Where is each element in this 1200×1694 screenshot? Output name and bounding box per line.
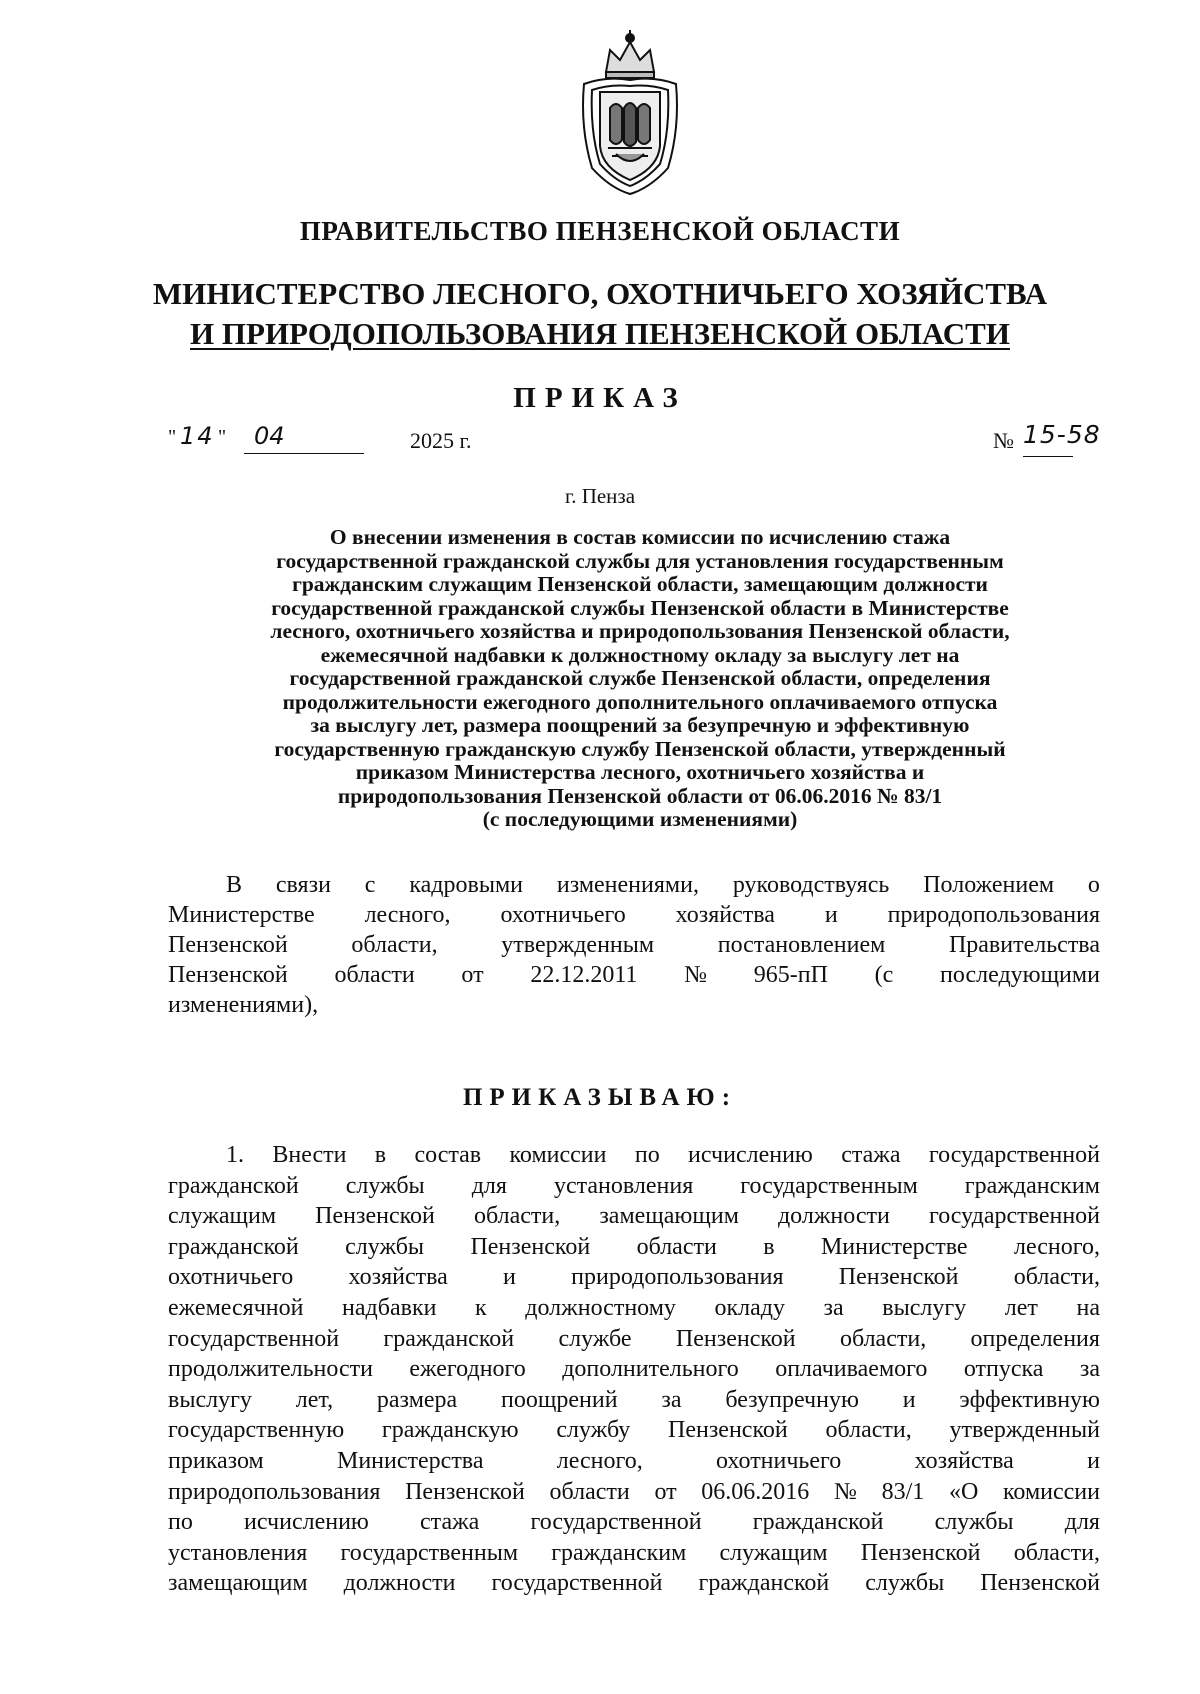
subject-line: (с последующими изменениями) (482, 807, 798, 831)
item-1-line: природопользования Пензенской области от 06.06.2016 № 83/1 «О комиссии (168, 1478, 1100, 1505)
item-1-line: охотничьего хозяйства и природопользования Пензенской области, (168, 1264, 1100, 1291)
order-verb: ПРИКАЗЫВАЮ: (462, 1084, 738, 1111)
subject-line: государственной гражданской службы Пензенской области в Министерстве (271, 595, 1009, 620)
coat-of-arms-icon (570, 28, 690, 198)
item-1-line: гражданской службы Пензенской области в Министерстве лесного, (168, 1233, 1100, 1260)
preamble-line: Пензенской области от 22.12.2011 № 965-пП (с последующими (168, 962, 1100, 988)
item-1-line: 1. Внести в состав комиссии по исчислению стажа государственной (226, 1142, 1100, 1168)
number-underline (1023, 456, 1073, 457)
preamble-line: В связи с кадровыми изменениями, руководствуясь Положением о (226, 872, 1100, 898)
item-1-line: служащим Пензенской области, замещающим должности государственной (168, 1203, 1100, 1230)
item-1-line: выслугу лет, размера поощрений за безупречную и эффективную (168, 1386, 1100, 1413)
number-sign: № (993, 428, 1014, 453)
item-1-line: государственную гражданскую службу Пензенской области, утвержденный (168, 1417, 1100, 1444)
ministry-title-line-1: МИНИСТЕРСТВО ЛЕСНОГО, ОХОТНИЧЬЕГО ХОЗЯЙСТВА (152, 276, 1048, 311)
preamble-line: Пензенской области, утвержденным постановлением Правительства (168, 932, 1100, 958)
item-1-paragraph (168, 1140, 1100, 1599)
item-1-line: продолжительности ежегодного дополнительного оплачиваемого отпуска за (168, 1356, 1100, 1383)
subject-line: ежемесячной надбавки к должностному окладу за выслугу лет на (320, 642, 960, 667)
date-day-handwritten: 14 (180, 422, 215, 450)
order-number (993, 420, 1103, 458)
subject-line: государственной гражданской службы для установления государственным (276, 548, 1004, 573)
subject-line: государственную гражданскую службу Пензенской области, утвержденный (274, 736, 1006, 761)
preamble-paragraph (168, 870, 1100, 1020)
order-number-handwritten: 15-58 (1023, 420, 1101, 449)
government-title: ПРАВИТЕЛЬСТВО ПЕНЗЕНСКОЙ ОБЛАСТИ (299, 216, 901, 246)
subject-line: гражданским служащим Пензенской области, замещающим должности (292, 572, 988, 596)
subject-line: за выслугу лет, размера поощрений за безупречную и эффективную (310, 713, 970, 737)
date-year: 2025 г. (410, 428, 472, 453)
date-month-handwritten: 04 (244, 422, 364, 454)
ministry-title (0, 274, 1200, 354)
document-type-title: ПРИКАЗ (513, 382, 687, 414)
document-subject (165, 526, 1115, 832)
subject-line: лесного, охотничьего хозяйства и природопользования Пензенской области, (270, 619, 1010, 643)
subject-line: приказом Министерства лесного, охотничьего хозяйства и (355, 760, 925, 784)
item-1-line: замещающим должности государственной гражданской службы Пензенской (168, 1570, 1100, 1597)
item-1-line: ежемесячной надбавки к должностному окладу за выслугу лет на (168, 1294, 1100, 1321)
item-1-line: приказом Министерства лесного, охотничьего хозяйства и (168, 1447, 1100, 1474)
city: г. Пенза (564, 484, 636, 508)
subject-line: природопользования Пензенской области от 06.06.2016 № 83/1 (337, 783, 943, 808)
ministry-title-line-2: И ПРИРОДОПОЛЬЗОВАНИЯ ПЕНЗЕНСКОЙ ОБЛАСТИ (190, 316, 1010, 351)
subject-line: продолжительности ежегодного дополнительного оплачиваемого отпуска (282, 689, 998, 714)
subject-line: О внесении изменения в состав комиссии по исчислению стажа (329, 525, 951, 549)
date-quote-close: " (218, 426, 227, 448)
item-1-line: по исчислению стажа государственной гражданской службы для (168, 1509, 1100, 1536)
date-quote-open: " (168, 426, 177, 448)
date-number-line (168, 422, 1103, 462)
preamble-line: Министерстве лесного, охотничьего хозяйства и природопользования (168, 902, 1100, 928)
item-1-line: государственной гражданской службе Пензенской области, определения (168, 1325, 1100, 1352)
preamble-line: изменениями), (168, 992, 319, 1018)
subject-line: государственной гражданской службе Пензенской области, определения (289, 666, 991, 690)
item-1-line: установления государственным гражданским служащим Пензенской области, (168, 1539, 1100, 1566)
item-1-line: гражданской службы для установления государственным гражданским (168, 1172, 1100, 1199)
